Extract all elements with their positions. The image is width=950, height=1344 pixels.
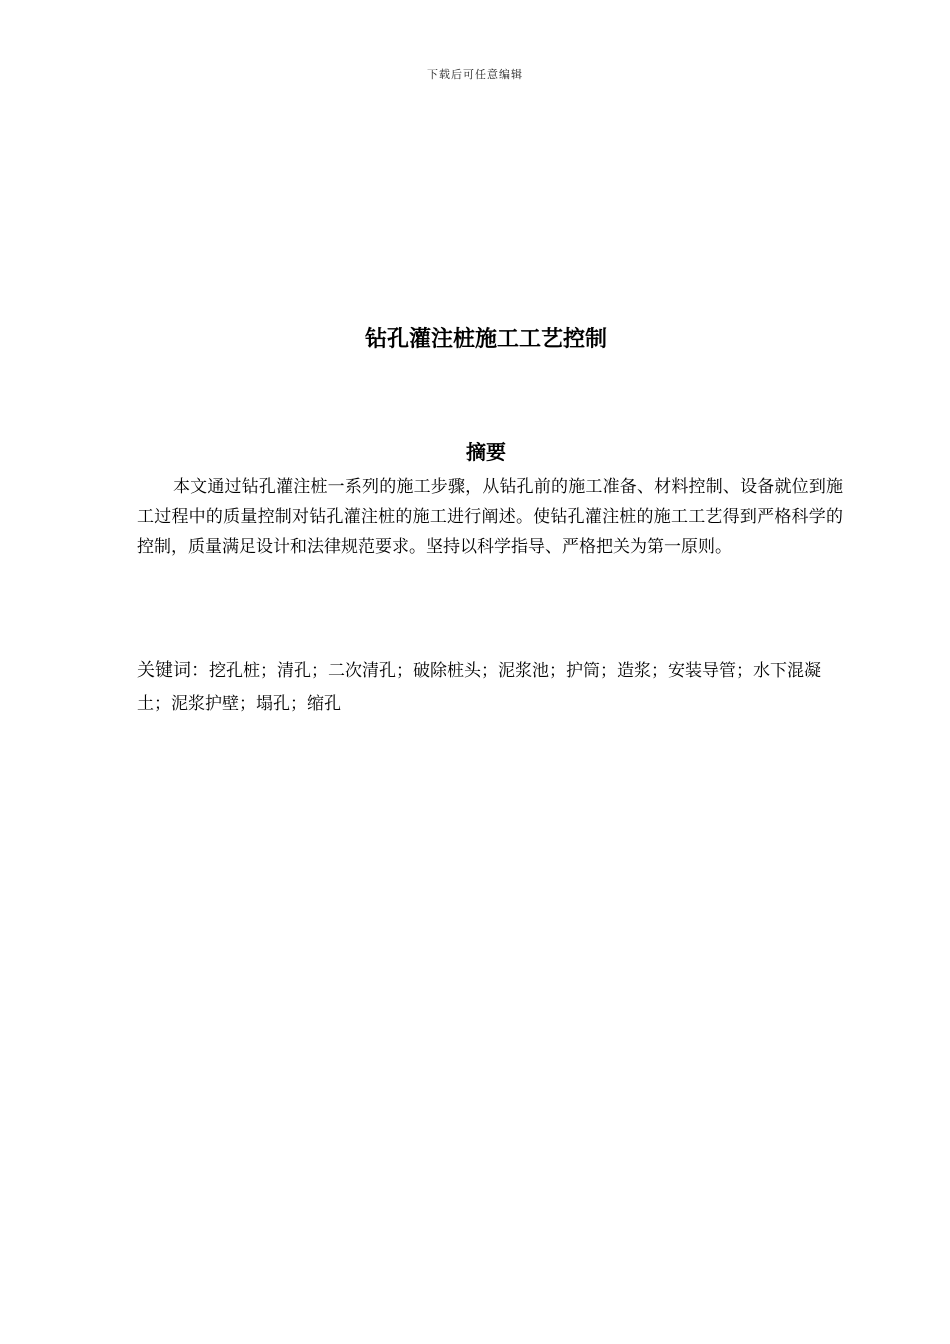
abstract-body: 本文通过钻孔灌注桩一系列的施工步骤，从钻孔前的施工准备、材料控制、设备就位到施工过程中的质量控制对钻孔灌注桩的施工进行阐述。使钻孔灌注桩的施工工艺得到严格科学的控制，质量满足设计和法律规范要求。坚持以科学指导、严格把关为第一原则。 [137, 477, 843, 557]
page-header-note: 下载后可任意编辑 [427, 68, 523, 81]
keywords-label: 关键词： [137, 660, 209, 681]
document-title: 钻孔灌注桩施工工艺控制 [364, 327, 607, 352]
keywords-text: 挖孔桩；清孔；二次清孔；破除桩头；泥浆池；护筒；造浆；安装导管；水下混凝土；泥浆护壁；塌孔；缩孔 [137, 661, 821, 714]
keywords-paragraph [137, 654, 849, 721]
abstract-heading: 摘要 [466, 440, 506, 464]
